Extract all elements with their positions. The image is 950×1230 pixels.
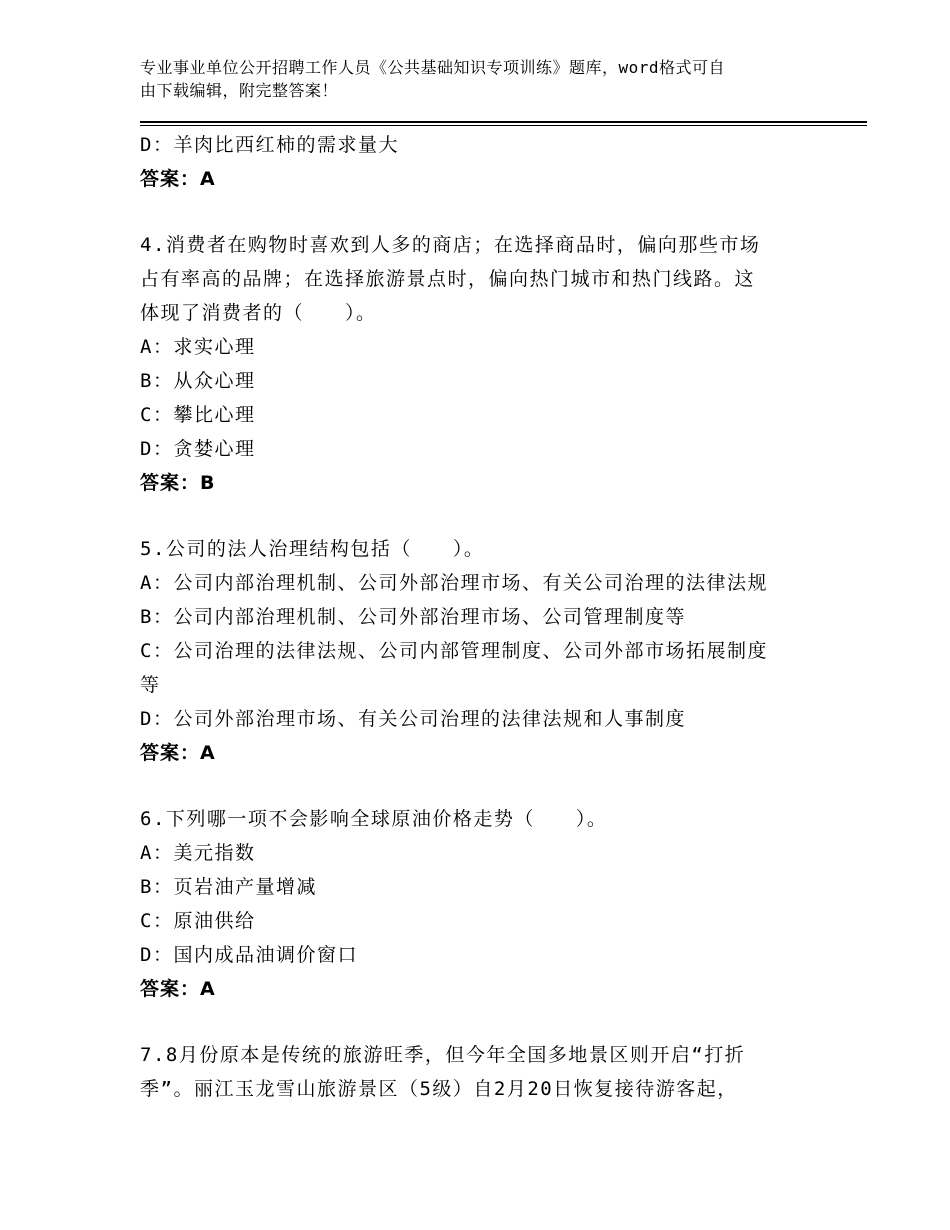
question-7	[140, 1038, 820, 1106]
header-title-line-2: 由下载编辑，附完整答案！	[140, 81, 339, 100]
question-stem: 6.下列哪一项不会影响全球原油价格走势（ ）。	[140, 808, 608, 830]
header-title-line-1: 专业事业单位公开招聘工作人员《公共基础知识专项训练》题库，word格式可自	[140, 58, 726, 77]
answer-label: 答案：A	[140, 742, 216, 764]
header-rule-thick	[140, 121, 867, 123]
spacer	[140, 770, 820, 802]
option-b: B：页岩油产量增减	[140, 876, 317, 898]
option-d: D：国内成品油调价窗口	[140, 944, 358, 966]
option-a: A：公司内部治理机制、公司外部治理市场、有关公司治理的法律法规	[140, 572, 768, 594]
question-3-tail	[140, 128, 820, 196]
option-c: C：公司治理的法律法规、公司内部管理制度、公司外部市场拓展制度	[140, 640, 768, 662]
option-c-continued: 等	[140, 674, 161, 696]
question-stem: 季”。丽江玉龙雪山旅游景区（5级）自2月20日恢复接待游客起，	[140, 1078, 738, 1100]
question-stem: 占有率高的品牌；在选择旅游景点时，偏向热门城市和热门线路。这	[140, 268, 756, 290]
option-d: D：羊肉比西红柿的需求量大	[140, 134, 399, 156]
option-c: C：原油供给	[140, 910, 256, 932]
question-stem: 5.公司的法人治理结构包括（ ）。	[140, 538, 485, 560]
header-rule-thin	[140, 125, 867, 126]
question-content	[140, 128, 820, 1106]
question-stem: 4.消费者在购物时喜欢到人多的商店；在选择商品时，偏向那些市场	[140, 234, 761, 256]
answer-label: 答案：B	[140, 472, 216, 494]
option-d: D：公司外部治理市场、有关公司治理的法律法规和人事制度	[140, 708, 686, 730]
document-header	[140, 56, 820, 102]
question-4	[140, 228, 820, 500]
spacer	[140, 500, 820, 532]
question-6	[140, 802, 820, 1006]
question-5	[140, 532, 820, 770]
question-stem: 7.8月份原本是传统的旅游旺季，但今年全国多地景区则开启“打折	[140, 1044, 746, 1066]
option-d: D：贪婪心理	[140, 438, 256, 460]
option-a: A：美元指数	[140, 842, 256, 864]
answer-label: 答案：A	[140, 168, 216, 190]
option-b: B：从众心理	[140, 370, 256, 392]
spacer	[140, 196, 820, 228]
answer-label: 答案：A	[140, 978, 216, 1000]
question-stem: 体现了消费者的（ ）。	[140, 302, 377, 324]
spacer	[140, 1006, 820, 1038]
option-a: A：求实心理	[140, 336, 256, 358]
option-c: C：攀比心理	[140, 404, 256, 426]
option-b: B：公司内部治理机制、公司外部治理市场、公司管理制度等	[140, 606, 686, 628]
